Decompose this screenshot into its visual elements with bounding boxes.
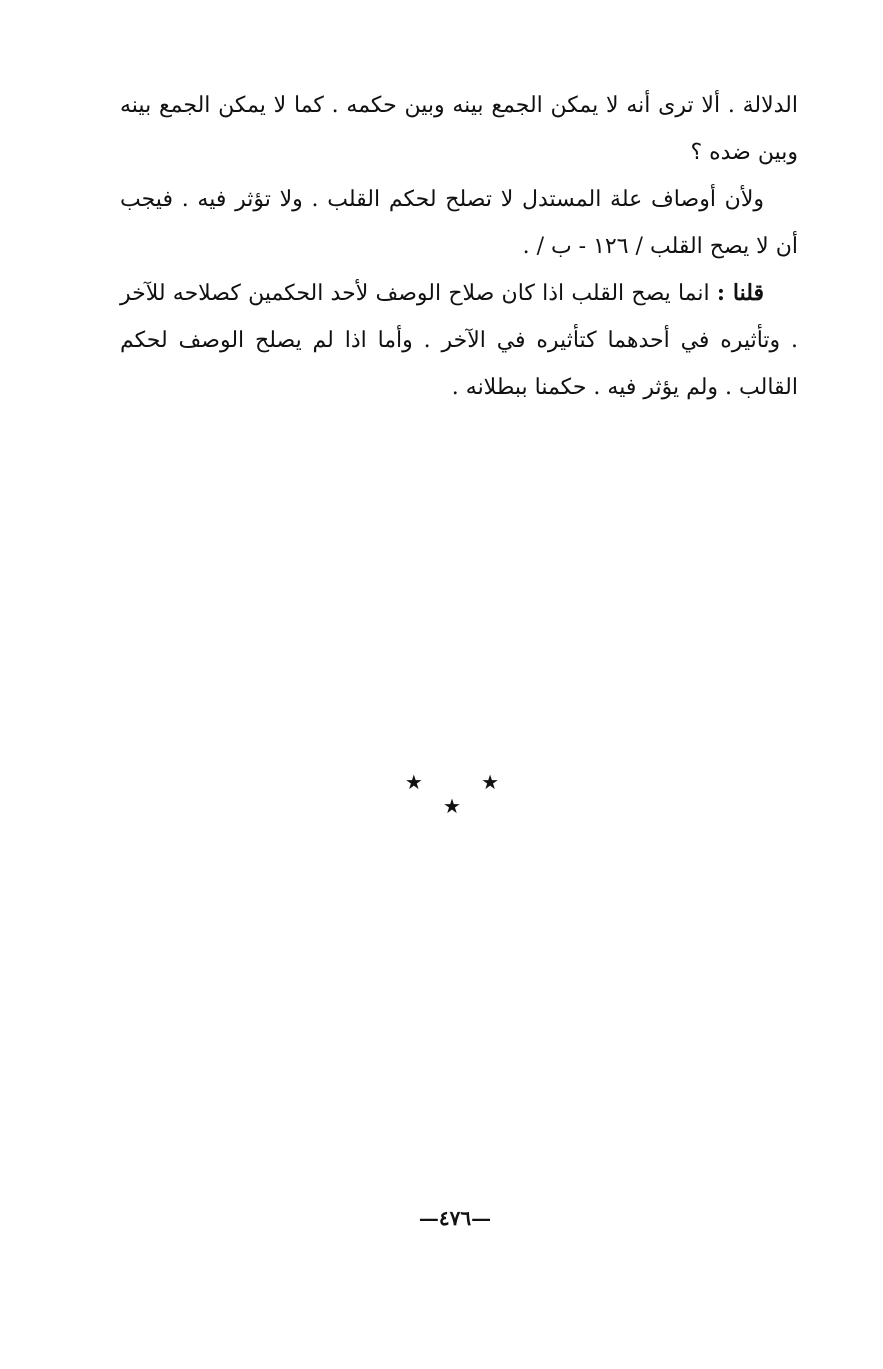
paragraph-3-lead-word: قلنا : (716, 280, 765, 306)
paragraph-3-body: انما يصح القلب اذا كان صلاح الوصف لأحد الحكمين كصلاحه للآخر . وتأثيره في أحدهما كتأثيره في الآخر . وأما اذا لم يصلح الوصف لحكم القالب . ولم يؤثر فيه . حكمنا ببطلانه . (120, 281, 798, 400)
paragraph-1 (120, 82, 798, 176)
section-separator-stars: ★ ★ ★ (404, 770, 526, 818)
page-number: —٤٧٦— (418, 1206, 492, 1230)
paragraph-1-text: الدلالة . ألا ترى أنه لا يمكن الجمع بينه وبين حكمه . كما لا يمكن الجمع بينه وبين ضده ؟ (120, 93, 798, 165)
paragraph-3-text (120, 270, 798, 411)
paragraph-2 (120, 176, 798, 270)
paragraph-2-text: ولأن أوصاف علة المستدل لا تصلح لحكم القلب . ولا تؤثر فيه . فيجب أن لا يصح القلب / ١٢٦ - ب / . (120, 187, 798, 259)
paragraph-3 (120, 270, 798, 411)
